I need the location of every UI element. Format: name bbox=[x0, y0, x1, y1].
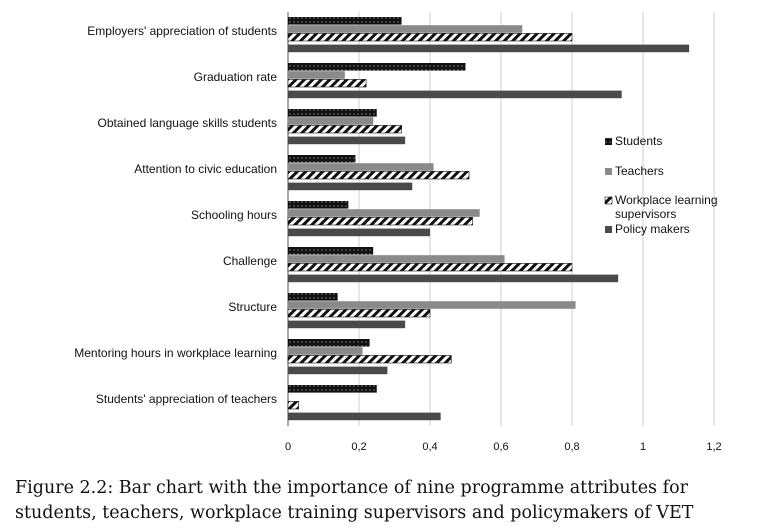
bar bbox=[288, 247, 373, 255]
bar bbox=[288, 163, 434, 171]
bar bbox=[288, 321, 405, 329]
x-tick-label: 0,2 bbox=[351, 441, 367, 453]
category-label: Schooling hours bbox=[190, 208, 277, 223]
bar bbox=[288, 401, 299, 409]
bar bbox=[288, 33, 572, 41]
category-label: Graduation rate bbox=[193, 70, 277, 85]
bar bbox=[288, 339, 370, 347]
bar bbox=[288, 109, 377, 117]
bar bbox=[288, 255, 505, 263]
legend-label: Policy makers bbox=[615, 222, 690, 237]
bar bbox=[288, 63, 466, 71]
bar bbox=[288, 79, 366, 87]
x-axis-ticks bbox=[285, 441, 722, 453]
legend-swatch bbox=[605, 197, 612, 204]
x-tick-label: 1,2 bbox=[706, 441, 722, 453]
bar bbox=[288, 293, 338, 301]
figure-caption bbox=[15, 476, 755, 526]
bar bbox=[288, 385, 377, 393]
legend-swatch bbox=[605, 138, 612, 145]
category-label: Attention to civic education bbox=[134, 162, 277, 177]
category-label: Employers' appreciation of students bbox=[87, 24, 277, 39]
x-tick-label: 1 bbox=[639, 441, 647, 453]
bar bbox=[288, 171, 469, 179]
caption-line: students, teachers, workplace training supervisors and policymakers of VET bbox=[15, 503, 694, 523]
category-label: Students' appreciation of teachers bbox=[95, 392, 277, 407]
legend-label: Students bbox=[615, 134, 663, 149]
bar bbox=[288, 45, 689, 53]
bar bbox=[288, 25, 522, 33]
bar bbox=[288, 413, 441, 421]
bar bbox=[288, 91, 622, 99]
category-label: Structure bbox=[228, 300, 277, 315]
bar bbox=[288, 209, 480, 217]
bar bbox=[288, 367, 387, 375]
bar bbox=[288, 301, 576, 309]
bar bbox=[288, 217, 473, 225]
legend-label: Teachers bbox=[615, 164, 664, 179]
bar bbox=[288, 229, 430, 237]
bar bbox=[288, 71, 345, 79]
legend bbox=[605, 134, 718, 236]
caption-line: Figure 2.2: Bar chart with the importance of nine programme attributes for bbox=[15, 478, 688, 498]
bar bbox=[288, 183, 412, 191]
legend-label: supervisors bbox=[615, 207, 677, 222]
category-labels bbox=[74, 24, 277, 406]
bar bbox=[288, 125, 402, 133]
bar bbox=[288, 309, 430, 317]
bar bbox=[288, 17, 402, 25]
bar bbox=[288, 347, 363, 355]
category-label: Mentoring hours in workplace learning bbox=[74, 346, 277, 361]
bar bbox=[288, 263, 572, 271]
bar bbox=[288, 355, 451, 363]
x-tick-label: 0,6 bbox=[493, 441, 509, 453]
category-label: Challenge bbox=[222, 254, 277, 269]
bar bbox=[288, 275, 618, 283]
x-tick-label: 0,4 bbox=[422, 441, 438, 453]
legend-swatch bbox=[605, 168, 612, 175]
x-tick-label: 0,8 bbox=[564, 441, 580, 453]
bar bbox=[288, 137, 405, 145]
bar bbox=[288, 117, 373, 125]
x-tick-label: 0 bbox=[284, 441, 292, 453]
category-label: Obtained language skills students bbox=[97, 116, 277, 131]
bar bbox=[288, 201, 348, 209]
legend-swatch bbox=[605, 226, 612, 233]
bar bbox=[288, 155, 355, 163]
legend-label: Workplace learning bbox=[615, 193, 718, 208]
